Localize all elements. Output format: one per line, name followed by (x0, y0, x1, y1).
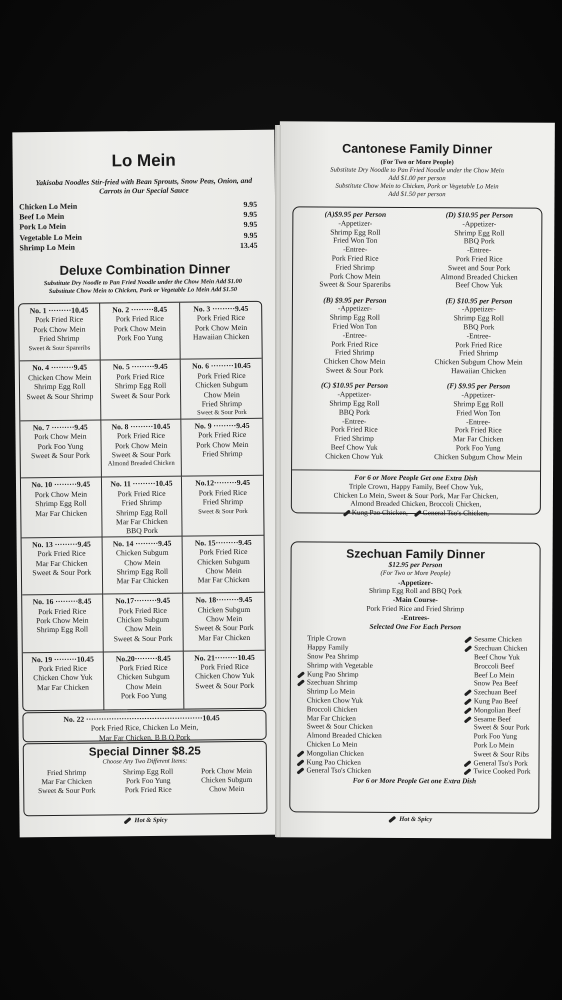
combo-item: Sweet & Sour Pork (197, 409, 247, 417)
combo-header: No. 3 ·········9.45 (193, 303, 249, 314)
lo-mein-title: Lo Mein (111, 150, 176, 171)
combo-item: Pork Fried Rice (119, 662, 168, 673)
combo-header: No. 4 ·········9.45 (32, 363, 88, 373)
combo-item: Shrimp Egg Roll (35, 498, 87, 509)
combo-cell (180, 302, 261, 360)
item-name: Chicken Lo Mein (19, 201, 78, 212)
szechuan-entree: Mongolian Beef (474, 706, 531, 715)
szechuan-main-header: -Main Course- (392, 596, 438, 605)
special-dinner-options (24, 766, 266, 796)
szechuan-entree: Sesame Chicken (474, 636, 531, 645)
dinner-header: (D) $10.95 per Person (445, 210, 514, 220)
combo-item: Pork Fried Rice (198, 430, 247, 440)
combo-cell (103, 594, 184, 652)
combo-item: Chow Mein (205, 565, 242, 576)
combo-header: No. 21·········10.45 (194, 652, 255, 663)
combo-item: Chicken Subgum (115, 547, 169, 558)
szechuan-entree: Pork Foo Yung (473, 732, 517, 741)
combo-item: Hawaiian Chicken (192, 332, 250, 342)
combo-item: Pork Chow Mein (194, 322, 248, 333)
szechuan-entree: Kung Pao Chicken (306, 758, 381, 767)
combo-item: Chicken Subgum (197, 556, 250, 567)
combo-header: No. 15·········9.45 (194, 537, 252, 548)
extra-dish-item: General Tso's Chicken, (422, 509, 489, 518)
cantonese-substitution-note (289, 166, 544, 199)
combo-item: Chicken Subgum (117, 672, 170, 682)
dinner-item: Chicken Chow Mein (323, 356, 386, 367)
extra-dish-line: Almond Breaded Chicken, Broccoli Chicken, (350, 500, 482, 509)
combo-item: Pork Fried Rice, Chicken Lo Mein, (90, 722, 199, 734)
dinner-item: -Appetizer- (461, 390, 496, 400)
dinner-item: -Appetizer- (337, 389, 372, 399)
combo-item: Mar Far Chicken (116, 576, 169, 586)
szechuan-dinner-box (289, 541, 540, 813)
dinner-item: Almond Breaded Chicken (440, 271, 518, 282)
combo-item: Pork Fried Rice (196, 313, 246, 323)
szechuan-col-1 (306, 635, 382, 776)
family-dinner-option (419, 211, 539, 297)
combo-item: Shrimp Egg Roll (34, 381, 86, 392)
special-option: Fried Shrimp (46, 767, 87, 778)
menu-fold (275, 125, 281, 837)
szechuan-entree: Chicken Lo Mein (306, 740, 358, 749)
combo-header: No.12·········9.45 (195, 478, 251, 488)
item-price: 9.95 (243, 220, 258, 230)
szechuan-entree: Snow Pea Shrimp (307, 652, 359, 661)
special-option: Pork Chow Mein (201, 765, 253, 776)
combo-item: Pork Fried Rice (115, 314, 164, 324)
dinner-item: Shrimp Egg Roll (330, 227, 381, 237)
dinner-header: (E) $10.95 per Person (445, 295, 513, 306)
combo-item: Shrimp Egg Roll (114, 381, 167, 391)
dinner-item: Beef Chow Yuk (330, 442, 378, 452)
szechuan-entree: Kung Pao Beef (474, 697, 531, 706)
dinner-item: Chicken Subgum Chow Mein (434, 451, 523, 462)
combo-item: Sweet & Sour Pork (32, 567, 92, 578)
combo-item: Sweet & Sour Pork (194, 623, 254, 633)
combo-header: No. 19 ·········10.45 (31, 654, 94, 664)
combo-item: Pork Chow Mein (34, 489, 88, 499)
combo-item: Shrimp Egg Roll (36, 624, 89, 635)
cantonese-note-3: Substitute Chow Mein to Chicken, Pork or Vegetable Lo Mein (335, 182, 499, 191)
szechuan-entree: Sesame Beef (474, 715, 531, 724)
szechuan-entree: Mongolian Chicken (307, 749, 382, 758)
combo-header: No. 10 ·········9.45 (31, 479, 91, 490)
combo-item: Fried Shrimp (121, 497, 162, 508)
combo-cell (100, 303, 181, 361)
family-dinner-option (295, 210, 415, 296)
szechuan-entree: Shrimp with Vegetable (307, 661, 373, 670)
combo-item: Sweet & Sour Pork (111, 390, 171, 401)
szechuan-entree: Snow Pea Beef (473, 679, 518, 688)
szechuan-entree: Twice Cooked Pork (473, 767, 531, 776)
deluxe-sub-note-2: Substitute Chow Mein to Chicken, Pork or Vegetable Lo Mein Add $1.50 (48, 286, 238, 296)
combo-header: No. 6 ·········10.45 (192, 361, 251, 371)
item-name: Vegetable Lo Mein (19, 232, 82, 242)
item-price: 9.95 (243, 230, 258, 240)
special-option: Shrimp Egg Roll (122, 766, 174, 777)
dinner-item: Chicken Subgum Chow Mein (434, 357, 523, 367)
szechuan-entree: Szechuan Chicken (474, 644, 531, 653)
szechuan-entree: General Tso's Chicken (306, 767, 381, 776)
combo-cell (182, 476, 263, 536)
cantonese-dinner-grid (294, 210, 539, 468)
dinner-item: Sweet & Sour Pork (325, 365, 384, 375)
szechuan-entree: Sweet & Sour Chicken (306, 722, 373, 732)
dinner-item: Fried Shrimp (335, 262, 375, 272)
family-dinner-option (294, 382, 414, 468)
szechuan-entree: Broccoli Beef (474, 662, 515, 671)
combo-item: Fried Shrimp (202, 497, 244, 507)
combo-cell (183, 593, 264, 651)
special-col-2 (123, 767, 173, 795)
szechuan-entree: Happy Family (307, 643, 349, 652)
item-name: Shrimp Lo Mein (19, 242, 76, 253)
combo-item: Chicken Subgum (195, 380, 248, 390)
dinner-item: Pork Fried Rice (331, 339, 379, 349)
dinner-item: -Entree- (466, 331, 491, 341)
cantonese-title: Cantonese Family Dinner (342, 141, 493, 157)
pepper-icon (343, 510, 351, 517)
combo-item: Pork Fried Rice (116, 431, 166, 441)
legend-label: Hot & Spicy (399, 815, 433, 824)
dinner-item: Chicken Chow Yuk (325, 451, 383, 461)
menu-left-panel (12, 130, 281, 838)
combo-item: Chow Mein (125, 681, 162, 692)
combo-item: Mar Far Chicken (35, 508, 88, 518)
szechuan-entrees-header: -Entrees- (401, 613, 430, 622)
szechuan-entree: Chicken Chow Yuk (306, 696, 363, 705)
combo-cell (101, 419, 182, 477)
combo-item: Chow Mein (205, 613, 243, 624)
combo-header: No.20·········8.45 (115, 653, 171, 663)
combo-item: Mar Far Chicken (35, 558, 88, 568)
combo-header: No. 9 ·········9.45 (194, 420, 250, 431)
combo-item: Pork Chow Mein (114, 440, 168, 451)
dinner-item: BBQ Pork (338, 407, 370, 417)
szechuan-col-2 (473, 636, 531, 777)
cantonese-note-2: Add $1.00 per person (388, 174, 446, 183)
szechuan-select-note: Selected One For Each Person (369, 622, 461, 631)
dinner-header: (A)$9.95 per Person (324, 209, 387, 219)
szechuan-entree: Beef Lo Mein (473, 670, 515, 680)
deluxe-combination-title: Deluxe Combination Dinner (59, 261, 231, 278)
dinner-header: (B) $9.95 per Person (323, 295, 387, 305)
combo-item: Pork Fried Rice (38, 663, 87, 674)
szechuan-appetizer: Shrimp Egg Roll and BBQ Pork (368, 587, 462, 596)
item-price: 13.45 (239, 240, 258, 250)
combo-item: Mar Far Chicken (36, 682, 89, 692)
combo-item: Pork Fried Rice (118, 605, 167, 615)
combo-item: Sweet & Sour Pork (195, 680, 255, 691)
combo-item: Mar Far Chicken, B B Q Pork (98, 732, 191, 743)
dinner-header: (F) $9.95 per Person (446, 381, 511, 391)
dinner-item: BBQ Pork (463, 236, 495, 246)
combo-item: Pork Foo Yung (117, 333, 163, 343)
dinner-item: Shrimp Egg Roll (453, 313, 504, 323)
combo-header: No. 16 ·········8.45 (32, 596, 92, 607)
combo-item: Chicken Chow Yuk (33, 672, 93, 683)
dinner-item: Hawaiian Chicken (451, 366, 506, 376)
combo-item: Pork Fried Rice (197, 370, 246, 381)
combo-item: Pork Fried Rice (35, 315, 84, 325)
szechuan-main: Pork Fried Rice and Fried Shrimp (366, 604, 465, 614)
special-dinner-box (23, 741, 268, 817)
dinner-item: Fried Won Ton (332, 321, 377, 331)
deluxe-substitution-note (20, 278, 266, 297)
menu-right-panel (276, 121, 555, 838)
combo-header: No. 18·········9.45 (195, 595, 253, 605)
combo-header: No. 22 ··············································10.45 (63, 713, 220, 724)
cantonese-subtitle: (For Two or More People) (380, 158, 454, 167)
combo-item: Sweet & Sour Shrimp (26, 391, 94, 401)
combo-header: No. 14 ·········9.45 (112, 538, 172, 549)
combo-cell (102, 477, 183, 537)
combo-item: Pork Chow Mein (32, 324, 86, 334)
combo-cell (22, 595, 103, 653)
special-dinner-title: Special Dinner $8.25 (88, 745, 201, 759)
szechuan-entree: Szechuan Beef (474, 688, 531, 697)
special-col-3 (201, 766, 252, 794)
combo-no-22 (22, 710, 266, 743)
special-option: Pork Fried Rice (124, 784, 172, 795)
szechuan-entree: Pork Lo Mein (473, 741, 514, 750)
dinner-item: Shrimp Egg Roll (454, 227, 505, 238)
combo-item: Sweet & Sour Pork (111, 449, 171, 460)
dinner-item: -Entree- (343, 244, 368, 254)
combo-item: Pork Fried Rice (37, 548, 86, 559)
special-option: Mar Far Chicken (41, 776, 92, 787)
dinner-item: -Entree- (342, 330, 367, 340)
dinner-item: -Appetizer- (461, 304, 496, 314)
combo-item: Mar Far Chicken (198, 632, 251, 643)
combo-item: Sweet & Sour Pork (31, 450, 90, 461)
dinner-item: Fried Won Ton (333, 235, 378, 246)
combo-item: Chow Mein (203, 389, 240, 400)
combo-header: No. 11 ·········10.45 (110, 479, 173, 489)
lo-mein-item (19, 241, 257, 254)
szechuan-entree: Triple Crown (307, 634, 346, 644)
combo-header: No. 2 ·········8.45 (112, 304, 168, 315)
dinner-item: -Appetizer- (462, 219, 497, 229)
combo-item: Chicken Subgum (116, 614, 170, 625)
combo-item: Chow Mein (124, 624, 162, 634)
extra-dish-line: Chicken Lo Mein, Sweet & Sour Pork, Mar Far Chicken, (333, 491, 499, 501)
combo-cell (181, 359, 262, 419)
legend-label: Hot & Spicy (134, 816, 168, 825)
szechuan-price: $12.95 per Person (388, 560, 443, 570)
special-option: Sweet & Sour Pork (38, 785, 96, 796)
combo-item: Sweet & Sour Pork (198, 507, 248, 515)
combo-item: Fried Shrimp (201, 399, 243, 409)
lo-mein-list (19, 200, 258, 254)
combo-cell (184, 650, 265, 708)
combo-header: No. 13 ·········9.45 (32, 539, 91, 549)
dinner-item: Pork Fried Rice (455, 339, 503, 350)
dinner-item: Sweet and Sour Pork (447, 262, 511, 273)
combo-item: Pork Fried Rice (38, 606, 87, 616)
combo-item: Pork Chow Mein (34, 431, 87, 442)
dinner-item: Pork Fried Rice (455, 254, 503, 264)
combo-item: Pork Chow Mein (113, 323, 167, 334)
extra-dish-header: For 6 or More People Get one Extra Dish (354, 473, 478, 483)
extra-dish-line (292, 509, 540, 519)
pepper-icon (388, 816, 396, 823)
dinner-item: -Entree- (466, 416, 491, 426)
szechuan-extra-dish: For 6 or More People Get one Extra Dish (352, 776, 477, 786)
combo-header: No. 5 ·········9.45 (112, 362, 168, 372)
combo-item: Chicken Chow Mein (28, 372, 92, 383)
combo-item: Almond Breaded Chicken (107, 460, 175, 468)
combo-cell (19, 303, 100, 361)
dinner-item: Pork Foo Yung (455, 443, 501, 453)
special-option: Chow Mein (209, 783, 245, 794)
szechuan-appetizer-header: -Appetizer- (398, 578, 433, 587)
dinner-item: Fried Shrimp (335, 348, 375, 358)
dinner-item: Pork Chow Mein (329, 271, 381, 281)
combo-header: No.17·········9.45 (115, 595, 171, 606)
combo-cell (182, 419, 263, 477)
special-col-1 (38, 768, 96, 796)
dinner-item: Mar Far Chicken (452, 434, 504, 444)
combo-cell (20, 420, 101, 478)
hot-spicy-legend (123, 817, 167, 824)
dinner-item: Shrimp Egg Roll (329, 312, 380, 323)
pepper-icon (124, 817, 132, 824)
combo-item: Shrimp Egg Roll (116, 507, 168, 517)
combo-item: Chicken Chow Yuk (195, 671, 255, 681)
combo-item: Pork Fried Rice (198, 487, 247, 498)
dinner-header: (C) $10.95 per Person (321, 380, 388, 391)
combo-cell (20, 361, 101, 421)
combo-item: Pork Fried Rice (199, 547, 248, 557)
item-price: 9.95 (243, 210, 258, 220)
combo-item: Chow Mein (124, 557, 161, 567)
combo-cell (183, 536, 264, 594)
dinner-item: Pork Fried Rice (454, 425, 502, 435)
combo-item: Shrimp Egg Roll (116, 566, 169, 577)
szechuan-entree: Mar Far Chicken (306, 713, 356, 723)
combo-cell (22, 537, 103, 595)
combo-item: BBQ Pork (126, 526, 158, 536)
combo-item: Pork Fried Rice (116, 371, 165, 382)
szechuan-entree: Shrimp Lo Mein (306, 687, 355, 696)
dinner-item: Shrimp Egg Roll (329, 398, 380, 408)
combo-item: Sweet & Sour Spareribs (28, 344, 91, 352)
combo-cell (21, 478, 102, 538)
szechuan-entree-columns (290, 635, 539, 777)
combo-header: No. 1 ·········10.45 (29, 305, 89, 316)
family-dinner-option (295, 296, 415, 382)
szechuan-entree: Beef Chow Yuk (474, 653, 520, 662)
family-dinner-option (418, 382, 538, 468)
dinner-item: Fried Shrimp (459, 348, 499, 358)
szechuan-entree: Kung Pao Shrimp (307, 670, 382, 679)
dinner-item: -Entree- (467, 245, 492, 255)
dinner-item: Beef Chow Yuk (455, 280, 503, 290)
combo-item: Sweet & Sour Pork (113, 633, 173, 644)
deluxe-sub-note-1: Substitute Dry Noodle to Pan Fried Noodle under the Chow Mein Add $1.00 (43, 277, 242, 288)
dinner-item: Fried Won Ton (456, 407, 501, 418)
hot-spicy-legend (388, 816, 432, 823)
combo-header: No. 8 ·········10.45 (111, 421, 171, 432)
combo-cell (103, 651, 184, 709)
szechuan-subtitle: (For Two or More People) (380, 569, 451, 577)
cantonese-note-4: Add $1.50 per person (388, 190, 446, 199)
combo-header: No. 7 ·········9.45 (32, 422, 88, 433)
szechuan-entree: Broccoli Chicken (306, 705, 358, 714)
special-dinner-subtitle: Choose Any Two Different Items: (102, 757, 188, 766)
family-dinner-option (419, 297, 539, 383)
szechuan-title: Szechuan Family Dinner (346, 546, 485, 562)
dinner-item: Pork Fried Rice (331, 253, 379, 263)
combo-item: Pork Fried Rice (200, 661, 249, 672)
combo-item: Pork Chow Mein (36, 615, 89, 626)
dinner-item: -Entree- (342, 416, 367, 426)
special-option: Chicken Subgum (201, 774, 253, 785)
special-option: Pork Foo Yung (125, 775, 171, 786)
combo-cell (100, 360, 181, 420)
szechuan-entree: Almond Breaded Chicken (306, 731, 382, 740)
szechuan-entree: Szechuan Shrimp (307, 679, 382, 688)
dinner-item: Fried Shrimp (334, 433, 374, 443)
combo-item: Pork Foo Yung (120, 690, 167, 701)
dinner-item: -Appetizer- (338, 218, 373, 228)
lo-mein-description: Yakisoba Noodles Stir-fried with Bean Sprouts, Snow Peas, Onion, and Carrots in Our Special Sauce (35, 175, 253, 196)
extra-dish-item: Kung Pao Chicken, (351, 508, 408, 518)
cantonese-note-1: Substitute Dry Noodle to Pan Fried Noodle under the Chow Mein (330, 166, 504, 175)
item-name: Pork Lo Mein (19, 222, 67, 232)
combo-item: Chicken Subgum (197, 604, 251, 615)
pepper-icon (414, 510, 422, 517)
combo-item: Fried Shrimp (202, 449, 243, 459)
combo-cell (102, 536, 183, 594)
combo-cell (23, 652, 104, 710)
szechuan-entree: Sweet & Sour Ribs (473, 750, 529, 759)
cantonese-dinner-box (291, 206, 543, 518)
cantonese-extra-dish (292, 469, 540, 518)
combo-grid (18, 301, 266, 712)
dinner-item: Shrimp Egg Roll (453, 399, 504, 409)
dinner-item: -Appetizer- (337, 304, 372, 314)
combo-item: Pork Foo Yung (37, 441, 84, 451)
combo-item: Pork Fried Rice (117, 488, 166, 498)
combo-item: Pork Chow Mein (196, 439, 249, 450)
item-name: Beef Lo Mein (19, 212, 65, 222)
dinner-item: BBQ Pork (463, 322, 495, 332)
szechuan-entree: General Tso's Pork (473, 759, 530, 768)
combo-item: Mar Far Chicken (197, 575, 250, 585)
item-price: 9.95 (243, 199, 258, 209)
combo-item: Mar Far Chicken (115, 516, 168, 527)
dinner-item: Sweet & Sour Spareribs (319, 279, 391, 290)
combo-item: Fried Shrimp (39, 333, 80, 344)
extra-dish-line: Triple Crown, Happy Family, Beef Chow Yuk, (348, 482, 484, 492)
szechuan-entree: Sweet & Sour Pork (473, 723, 530, 732)
dinner-item: Pork Fried Rice (330, 424, 378, 435)
